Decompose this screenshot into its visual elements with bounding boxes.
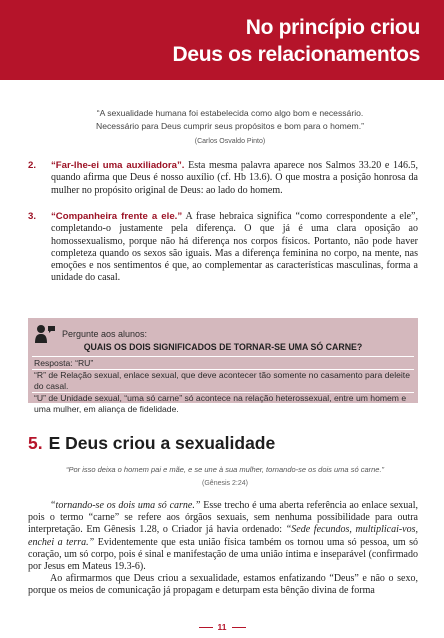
list-item-number: 3. xyxy=(28,211,37,222)
chapter-title-line1: No princípio criou xyxy=(245,16,420,39)
ask-question: QUAIS OS DOIS SIGNIFICADOS DE TORNAR-SE UMA SÓ CARNE? xyxy=(83,342,363,352)
para-italic-quote: “Sede fecundos, multiplicai-vos, enchei a terra.” xyxy=(28,524,419,548)
section-epigraph xyxy=(50,465,400,487)
chapter-title xyxy=(172,14,420,68)
ask-students-box xyxy=(28,318,418,414)
section-epigraph-citation: (Gênesis 2:24) xyxy=(202,480,248,487)
list-item-body xyxy=(51,211,418,285)
para-text: Esse trecho é uma aberta referência ao enlace sexual, pois o termo “carne” se refere aos órgãos sexuais, sem nenhuma possibilidade para outra interpretação. Em Gênesis 1.28, o Criador já havia ordenado: xyxy=(28,500,418,536)
epigraph-citation: (Carlos Osvaldo Pinto) xyxy=(194,138,266,145)
page-number: 11 xyxy=(217,622,227,632)
para-text: Evidentemente que esta união física também os tornou uma só pessoa, um só coração, um só corpo, pois é sinal e manifestação de uma união íntima e inseparável (confirmado por Jesus em Mateus 19.3-6). xyxy=(28,536,419,573)
speaking-person-icon xyxy=(34,324,56,344)
list-item xyxy=(28,160,418,197)
chapter-header-banner xyxy=(0,0,444,80)
answer-u: “U” de Unidade sexual, “uma só carne” só acontece na relação heterossexual, entre um homem e uma mulher, em aliança de fidelidade. xyxy=(34,393,407,414)
para-italic-phrase: “tornando-se os dois uma só carne.” xyxy=(50,500,201,511)
list-item xyxy=(28,211,418,285)
list-item-lead: “Far-lhe-ei uma auxiliadora”. xyxy=(51,160,185,171)
body-paragraph xyxy=(28,500,418,573)
list-item-text: Esta mesma palavra aparece nos Salmos 33.20 e 146.5, quando afirma que Deus é nosso auxílio (cf. Hb 13.6). O que mostra a posição honrosa da mulher no propósito original de Deus: ao lado do homem. xyxy=(51,160,418,196)
section-number: 5. xyxy=(28,433,43,453)
section-title: E Deus criou a sexualidade xyxy=(48,433,276,453)
list-item-number: 2. xyxy=(28,160,37,171)
list-item-lead: “Companheira frente a ele.” xyxy=(51,211,183,222)
divider xyxy=(32,356,414,357)
list-item-text: A frase hebraica significa “como correspondente a ele”, completando-o justamente pela diferença. O que já é uma clara oposição ao homossexualismo, porque não há diferença nos corpos físicos. Portanto, não pode haver completeza quando os sexos são iguais. Mas a diferença feminina no corpo, na mente, nas emoções e nos sentimentos é que, ao complementar as características masculinas, forma a unidade do casal. xyxy=(51,211,419,284)
section-epigraph-text: “Por isso deixa o homem pai e mãe, e se une à sua mulher, tornando-se os dois uma só carne.” xyxy=(65,465,385,474)
footer-dash xyxy=(232,627,246,628)
answer-r: “R” de Relação sexual, enlace sexual, que deve acontecer tão somente no casamento para deleite do casal. xyxy=(34,370,410,391)
section-heading xyxy=(28,433,275,454)
body-paragraph xyxy=(28,573,418,597)
epigraph-line2: Necessário para Deus cumprir seus propósitos e bom para o homem.” xyxy=(96,120,364,131)
epigraph-quote xyxy=(60,107,400,149)
answer-label: Resposta: “RU” xyxy=(34,358,94,368)
ask-header xyxy=(34,324,147,344)
list-item-body xyxy=(51,160,418,197)
para-text: Ao afirmarmos que Deus criou a sexualidade, estamos enfatizando “Deus” e não o sexo, porque os meios de comunicação já propagam e deturpam esta bênção divina de forma xyxy=(28,573,418,597)
footer-dash xyxy=(199,627,213,628)
epigraph-line1: “A sexualidade humana foi estabelecida como algo bom e necessário. xyxy=(96,108,364,118)
chapter-title-line2: Deus os relacionamentos xyxy=(172,43,420,66)
ask-label: Pergunte aos alunos: xyxy=(62,329,148,339)
page-footer xyxy=(0,622,444,632)
